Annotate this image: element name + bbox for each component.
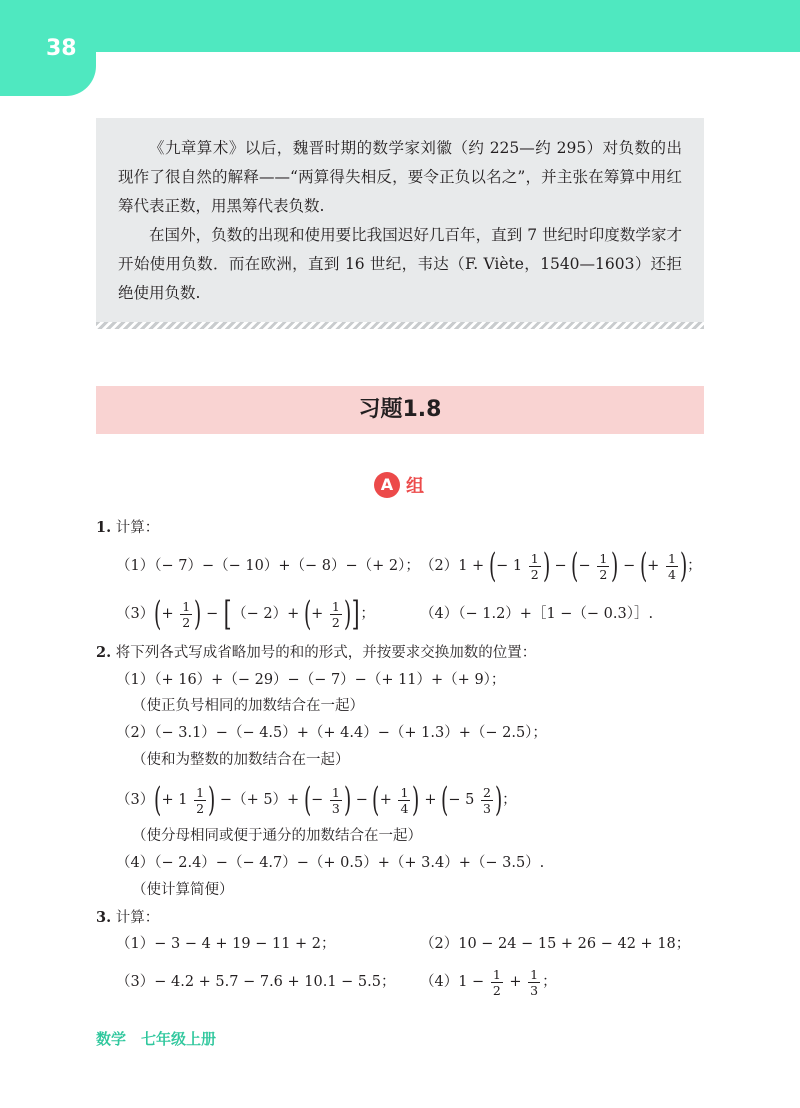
q1-2-term-3: +	[647, 558, 660, 574]
paren-close: )	[542, 546, 550, 586]
book-footer: 数学 七年级上册	[96, 1030, 217, 1048]
bracket-open: [	[223, 594, 232, 634]
q2-stem-line	[96, 643, 536, 663]
paren-open: (	[441, 780, 449, 820]
q2-3-op-2: −	[355, 792, 368, 808]
q2-item-2-note: （使和为整数的加数结合在一起）	[132, 752, 350, 768]
q2-number: 2.	[96, 644, 112, 661]
q2-item-1: （1）（+ 16）+（− 29）−（− 7）−（+ 11）+（+ 9）；	[116, 672, 506, 688]
paren-open: (	[154, 594, 162, 634]
q2-3-term-3: +	[379, 792, 392, 808]
fraction: $\frac{1}{2}$	[196, 784, 205, 816]
q1-stem: 计算：	[115, 520, 160, 536]
q1-3-prefix: （3）	[116, 606, 155, 622]
q1-item-1: （1）（− 7）−（− 10）+（− 8）−（+ 2）；	[116, 558, 420, 574]
fraction: $\frac{1}{4}$	[400, 784, 409, 816]
paren-open: (	[154, 780, 162, 820]
fraction: $\frac{1}{3}$	[331, 784, 340, 816]
q2-item-2: （2）（− 3.1）−（− 4.5）+（+ 4.4）−（+ 1.3）+（− 2.5）；	[116, 725, 547, 741]
q1-2-prefix: （2）1 +	[420, 558, 485, 574]
q2-3-term-1: + 1	[161, 792, 188, 808]
q2-3-term-4: − 5	[448, 792, 475, 808]
q1-number: 1.	[96, 519, 112, 536]
q1-item-3	[116, 593, 375, 635]
q1-2-term-2: −	[578, 558, 591, 574]
exercise-title-band	[96, 386, 704, 434]
exercise-title: 习题1.8	[358, 397, 442, 422]
q3-stem: 计算：	[115, 910, 160, 926]
q1-item-4: （4）（− 1.2）+［1 −（− 0.3）］.	[420, 606, 654, 622]
q2-stem: 将下列各式写成省略加号的和的形式，并按要求交换加数的位置：	[115, 645, 537, 661]
q3-stem-line	[96, 908, 159, 928]
paren-close: )	[679, 546, 688, 586]
fraction: $\frac{2}{3}$	[482, 784, 491, 816]
reading-box	[96, 118, 704, 328]
paren-close: )	[343, 594, 352, 634]
paren-open: (	[303, 594, 312, 634]
q1-3-inner: （− 2）+	[232, 606, 300, 622]
fraction: $\frac{1}{3}$	[530, 966, 539, 998]
paren-close: )	[194, 594, 202, 634]
paren-open: (	[639, 546, 648, 586]
paren-close: )	[412, 780, 420, 820]
q1-2-op-2: −	[623, 558, 636, 574]
q2-3-end: ；	[502, 792, 517, 808]
paren-close: )	[208, 780, 216, 820]
q1-item-2	[420, 545, 702, 587]
fraction: $\frac{1}{4}$	[667, 550, 676, 582]
q3-4-end: ；	[542, 974, 557, 990]
q1-3-term-1: +	[161, 606, 174, 622]
hatch-divider	[96, 322, 704, 329]
q2-item-3	[116, 779, 517, 821]
fraction: $\frac{1}{2}$	[492, 966, 501, 998]
q2-3-op-3: +	[424, 792, 437, 808]
q1-3-op: −	[206, 606, 219, 622]
q1-stem-line	[96, 518, 159, 538]
q2-item-4-note: （使计算简便）	[132, 882, 234, 898]
q3-item-2: （2）10 − 24 − 15 + 26 − 42 + 18；	[420, 936, 691, 952]
header-bar	[0, 0, 800, 52]
q1-3-end: ；	[360, 606, 375, 622]
q2-item-3-note: （使分母相同或便于通分的加数结合在一起）	[132, 828, 422, 844]
paren-close: )	[611, 546, 619, 586]
group-badge: A	[374, 472, 400, 498]
paren-close: )	[343, 780, 352, 820]
q3-item-3: （3）− 4.2 + 5.7 − 7.6 + 10.1 − 5.5；	[116, 974, 396, 990]
q3-number: 3.	[96, 909, 112, 926]
q3-4-prefix: （4）1 −	[420, 974, 485, 990]
q1-2-end: ；	[687, 558, 702, 574]
bracket-close: ]	[351, 594, 360, 634]
q2-item-4: （4）（− 2.4）−（− 4.7）−（+ 0.5）+（+ 3.4）+（− 3.5）.	[116, 855, 545, 871]
paren-open: (	[571, 546, 579, 586]
paren-close: )	[494, 780, 503, 820]
group-label-text: 组	[406, 476, 424, 497]
fraction: $\frac{1}{2}$	[182, 598, 191, 630]
q2-3-prefix: （3）	[116, 792, 155, 808]
q3-item-4	[420, 961, 557, 1003]
fraction: $\frac{1}{2}$	[331, 598, 340, 630]
q2-item-1-note: （使正负号相同的加数结合在一起）	[132, 698, 364, 714]
q2-3-op-1: −（+ 5）+	[219, 792, 300, 808]
q1-2-term-1: − 1	[496, 558, 523, 574]
fraction: $\frac{1}{2}$	[599, 550, 608, 582]
q1-3-term-2: +	[311, 606, 324, 622]
paren-open: (	[488, 546, 497, 586]
reading-paragraph-2: 在国外，负数的出现和使用要比我国迟好几百年，直到 7 世纪时印度数学家才开始使用负数．而在欧洲，直到 16 世纪，韦达（F. Viète，1540—1603）还拒绝使用负数.	[118, 226, 682, 302]
paren-open: (	[303, 780, 312, 820]
q3-item-1: （1）− 3 − 4 + 19 − 11 + 2；	[116, 936, 336, 952]
q3-4-op: +	[509, 974, 522, 990]
group-label	[374, 472, 424, 498]
page-number: 38	[46, 36, 77, 61]
q2-3-term-2: −	[311, 792, 324, 808]
fraction: $\frac{1}{2}$	[530, 550, 539, 582]
reading-paragraph-1: 《九章算术》以后，魏晋时期的数学家刘徽（约 225—约 295）对负数的出现作了很自然的解释——“两算得失相反，要令正负以名之”，并主张在筹算中用红筹代表正数，用黑筹代表负数.	[118, 139, 682, 215]
paren-open: (	[372, 780, 380, 820]
q1-2-op-1: −	[554, 558, 567, 574]
